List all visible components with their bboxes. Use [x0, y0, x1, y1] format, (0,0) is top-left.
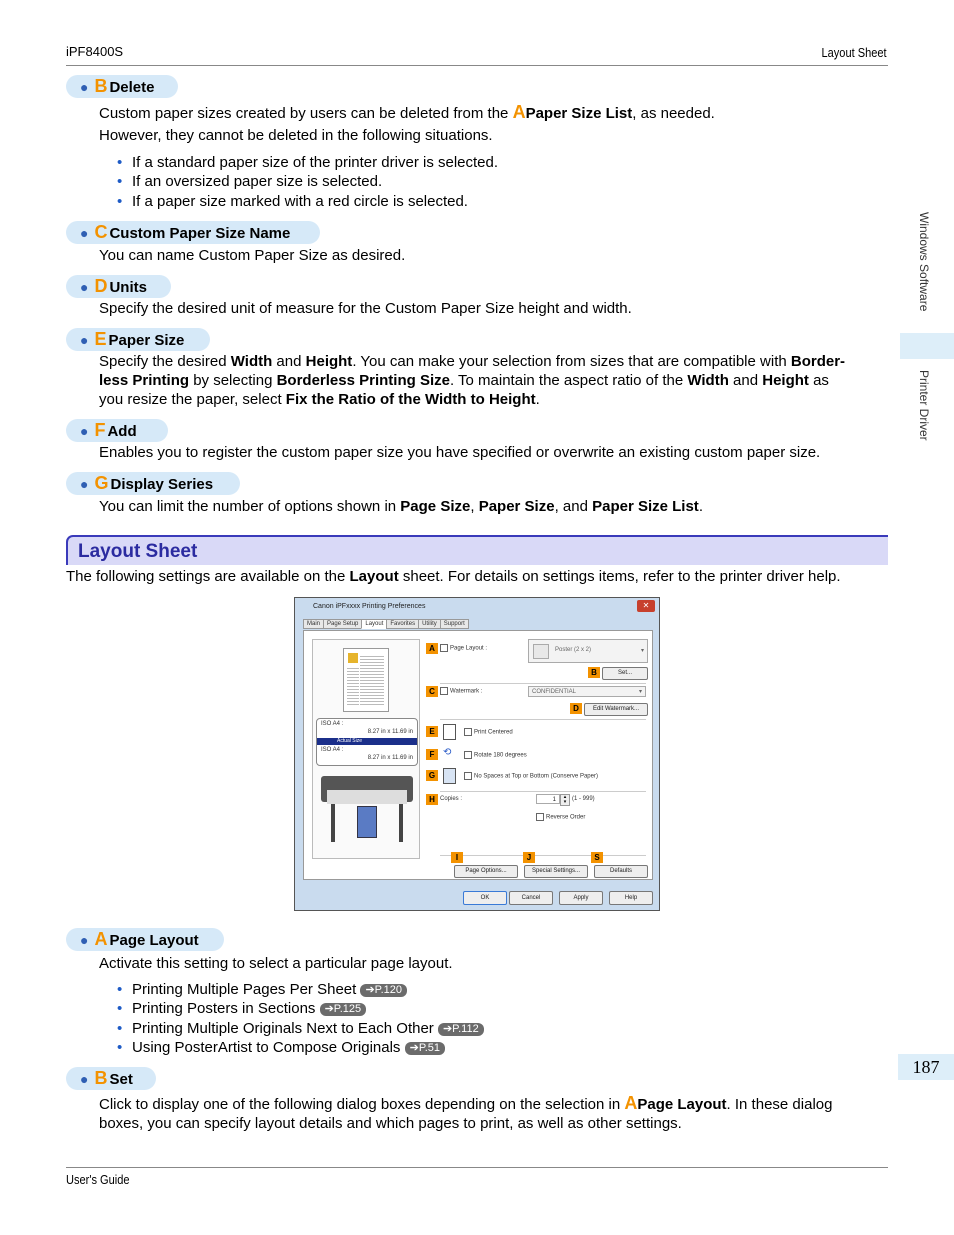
ok-button[interactable]: OK [463, 891, 507, 905]
tab-support[interactable]: Support [440, 619, 469, 629]
side-tab-highlight [900, 333, 954, 359]
list-item: • Printing Multiple Originals Next to Each Other ➔P.112 [117, 1019, 484, 1038]
close-icon[interactable]: ✕ [637, 600, 655, 612]
chevron-down-icon: ▾ [638, 689, 642, 695]
no-spaces-check[interactable]: No Spaces at Top or Bottom (Conserve Paper) [464, 772, 598, 780]
page-layout-desc: Activate this setting to select a particular page layout. [99, 955, 453, 972]
printing-preferences-dialog [294, 597, 660, 911]
item-f-desc: Enables you to register the custom paper size you have specified or overwrite an existing custom paper size. [99, 444, 821, 461]
callout-d: D [570, 703, 582, 714]
callout-e: E [426, 726, 438, 737]
conserve-paper-icon [443, 768, 456, 784]
delete-note: However, they cannot be deleted in the following situations. [99, 127, 493, 144]
apply-button[interactable]: Apply [559, 891, 603, 905]
item-a-page-layout-heading: ● A Page Layout [66, 928, 224, 951]
layout-pane [303, 630, 653, 880]
page-number: 187 [898, 1054, 954, 1080]
print-centered-check[interactable]: Print Centered [464, 728, 513, 736]
callout-g: G [426, 770, 438, 781]
rotate-icon: ⟲ [443, 747, 452, 758]
page-ref-link[interactable]: ➔P.125 [320, 1003, 367, 1016]
item-c-desc: You can name Custom Paper Size as desired. [99, 247, 406, 264]
item-b-set-heading: ● B Set [66, 1067, 156, 1090]
copies-range: (1 - 999) [572, 796, 595, 802]
item-e-heading: ● E Paper Size [66, 328, 210, 351]
callout-c: C [426, 686, 438, 697]
tab-main[interactable]: Main [303, 619, 324, 629]
center-icon [443, 724, 456, 740]
callout-s: S [591, 852, 603, 863]
list-item: • Using PosterArtist to Compose Originals ➔P.51 [117, 1038, 445, 1057]
list-item: • Printing Multiple Pages Per Sheet ➔P.120 [117, 980, 407, 999]
section-intro: The following settings are available on the Layout sheet. For details on settings items, refer to the printer driver help. [66, 568, 841, 585]
page-layout-check[interactable]: Page Layout : [440, 644, 487, 652]
preview-sheet [343, 648, 389, 712]
callout-h: H [426, 794, 438, 805]
list-item: • If a paper size marked with a red circle is selected. [117, 192, 468, 211]
footer-rule [66, 1167, 888, 1168]
dialog-title: Canon iPFxxxx Printing Preferences [313, 603, 426, 610]
chevron-down-icon: ▾ [640, 648, 644, 654]
list-item: • Printing Posters in Sections ➔P.125 [117, 999, 366, 1018]
callout-i: I [451, 852, 463, 863]
dialog-tabs [303, 619, 468, 630]
help-button[interactable]: Help [609, 891, 653, 905]
tab-layout[interactable]: Layout [361, 619, 387, 629]
callout-j: J [523, 852, 535, 863]
cancel-button[interactable]: Cancel [509, 891, 553, 905]
edit-watermark-button[interactable]: Edit Watermark... [584, 703, 648, 716]
side-label-windows: Windows Software [917, 212, 931, 312]
section-heading: Layout Sheet [66, 535, 888, 565]
watermark-select[interactable]: CONFIDENTIAL ▾ [528, 686, 646, 697]
item-f-heading: ● F Add [66, 419, 168, 442]
callout-a: A [426, 643, 438, 654]
page-options-button[interactable]: Page Options... [454, 865, 518, 878]
page-ref-link[interactable]: ➔P.120 [360, 984, 407, 997]
item-e-desc: Specify the desired Width and Height. You can make your selection from sizes that are compatible with Border- less Printing by selecting Borderless Printing Size. To maintain the aspect ratio of the Width and Height as you resize the paper, select Fix the Ratio of the Width to Height. [99, 353, 846, 408]
actual-size-bar: Actual Size [317, 738, 417, 745]
page-layout-select[interactable]: Poster (2 x 2) ▾ [528, 639, 648, 663]
tab-utility[interactable]: Utility [418, 619, 441, 629]
item-g-heading: ● G Display Series [66, 472, 240, 495]
set-desc: Click to display one of the following dialog boxes depending on the selection in APage Layout. In these dialog boxes, you can specify layout details and which pages to print, as well as other settings. [99, 1093, 833, 1132]
delete-desc: Custom paper sizes created by users can be deleted from the APaper Size List, as needed. [99, 102, 715, 122]
copies-stepper[interactable]: ▴ ▾ [560, 794, 570, 806]
defaults-button[interactable]: Defaults [594, 865, 648, 878]
special-settings-button[interactable]: Special Settings... [524, 865, 588, 878]
item-b-delete-heading: ● B Delete [66, 75, 178, 98]
footer-guide: User's Guide [66, 1172, 130, 1187]
item-g-desc: You can limit the number of options shown in Page Size, Paper Size, and Paper Size List. [99, 498, 703, 515]
item-d-heading: ● D Units [66, 275, 171, 298]
side-label-driver: Printer Driver [917, 370, 931, 441]
watermark-check[interactable]: Watermark : [440, 687, 482, 695]
tab-favorites[interactable]: Favorites [386, 619, 419, 629]
item-d-desc: Specify the desired unit of measure for the Custom Paper Size height and width. [99, 300, 632, 317]
list-item: • If a standard paper size of the printer driver is selected. [117, 153, 498, 172]
output-paper [357, 806, 377, 838]
size-info-box: ISO A4 : 8.27 in x 11.69 in Actual Size ISO A4 : 8.27 in x 11.69 in [316, 718, 418, 766]
rotate-check[interactable]: Rotate 180 degrees [464, 751, 527, 759]
copies-label: Copies : [440, 796, 463, 802]
callout-b: B [588, 667, 600, 678]
poster-icon [533, 644, 549, 659]
preview-image-icon [348, 653, 358, 663]
page-ref-link[interactable]: ➔P.51 [405, 1042, 445, 1055]
header-rule [66, 65, 888, 66]
set-button[interactable]: Set... [602, 667, 648, 680]
page-ref-link[interactable]: ➔P.112 [438, 1023, 484, 1036]
preview-panel [312, 639, 420, 859]
item-c-heading: ● C Custom Paper Size Name [66, 221, 320, 244]
callout-f: F [426, 749, 438, 760]
header-product: iPF8400S [66, 44, 124, 59]
list-item: • If an oversized paper size is selected. [117, 172, 382, 191]
tab-page-setup[interactable]: Page Setup [323, 619, 362, 629]
header-section: Layout Sheet [821, 45, 887, 60]
reverse-order-check[interactable]: Reverse Order [536, 813, 585, 821]
copies-input[interactable]: 1 [536, 794, 560, 804]
